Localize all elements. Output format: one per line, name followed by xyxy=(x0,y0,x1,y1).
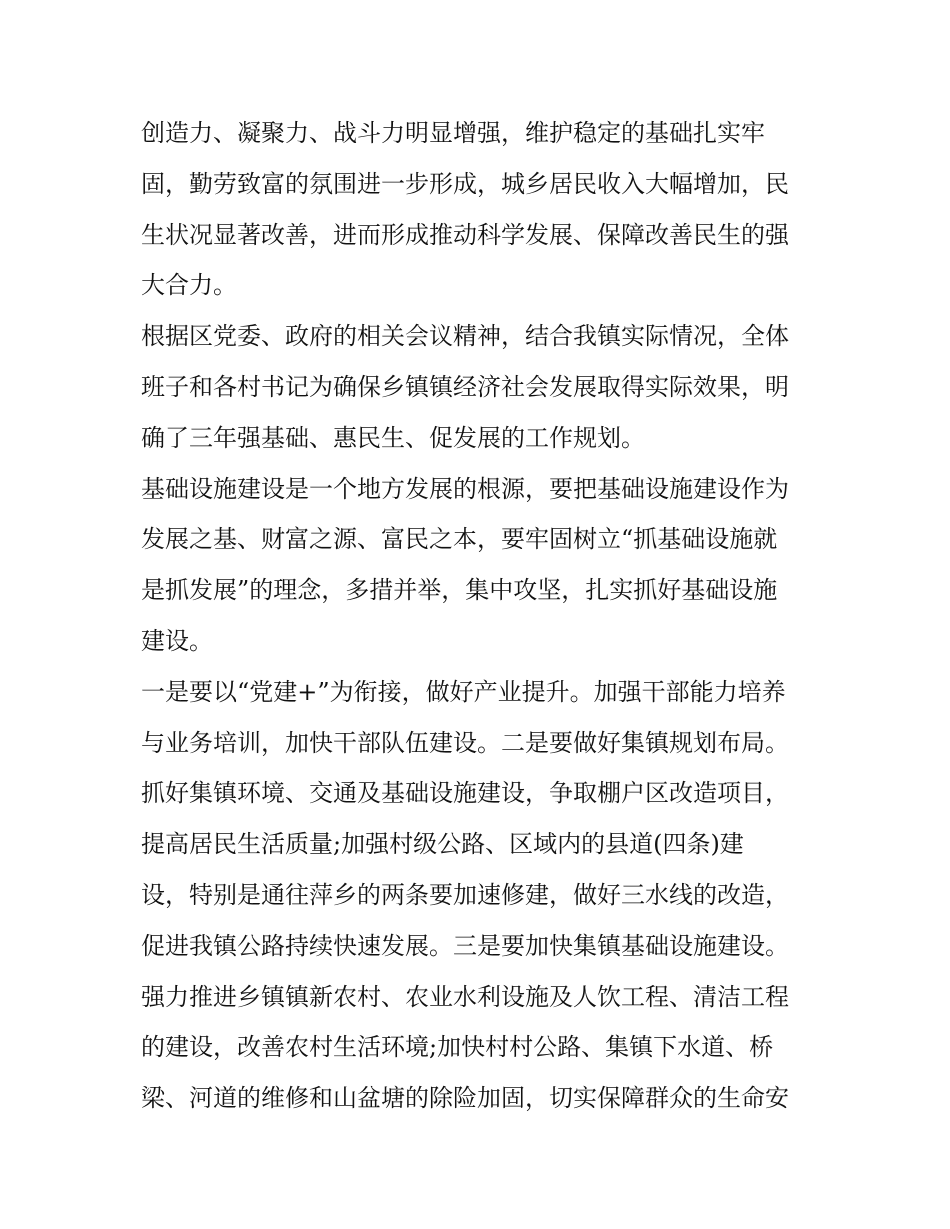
text-line-15: 提高居民生活质量;加强村级公路、区域内的县道(四条)建 xyxy=(141,830,744,859)
text-line-5: 根据区党委、政府的相关会议精神，结合我镇实际情况，全体 xyxy=(141,322,789,351)
text-line-20: 梁、河道的维修和山盆塘的除险加固，切实保障群众的生命安 xyxy=(141,1084,789,1113)
text-line-2: 固，勤劳致富的氛围进一步形成，城乡居民收入大幅增加，民 xyxy=(141,169,789,198)
text-line-6: 班子和各村书记为确保乡镇镇经济社会发展取得实际效果，明 xyxy=(141,372,789,401)
text-line-18: 强力推进乡镇镇新农村、农业水利设施及人饮工程、清洁工程 xyxy=(141,982,789,1011)
text-line-4: 大合力。 xyxy=(141,271,237,300)
text-line-11: 建设。 xyxy=(141,626,213,655)
text-line-13: 与业务培训，加快干部队伍建设。二是要做好集镇规划布局。 xyxy=(141,728,789,757)
text-line-14: 抓好集镇环境、交通及基础设施建设，争取棚户区改造项目， xyxy=(141,779,789,808)
text-line-1: 创造力、凝聚力、战斗力明显增强，维护稳定的基础扎实牢 xyxy=(141,119,765,147)
text-line-17: 促进我镇公路持续快速发展。三是要加快集镇基础设施建设。 xyxy=(141,931,789,960)
text-line-12: 一是要以“党建+”为衔接，做好产业提升。加强干部能力培养 xyxy=(141,677,786,706)
text-line-16: 设，特别是通往萍乡的两条要加速修建，做好三水线的改造， xyxy=(141,880,789,909)
text-line-3: 生状况显著改善，进而形成推动科学发展、保障改善民生的强 xyxy=(141,220,789,249)
text-line-7: 确了三年强基础、惠民生、促发展的工作规划。 xyxy=(141,423,645,452)
text-line-10: 是抓发展”的理念，多措并举，集中攻坚，扎实抓好基础设施 xyxy=(141,576,778,605)
text-line-19: 的建设，改善农村生活环境;加快村村公路、集镇下水道、桥 xyxy=(141,1033,774,1062)
text-line-8: 基础设施建设是一个地方发展的根源，要把基础设施建设作为 xyxy=(141,474,789,503)
text-line-9: 发展之基、财富之源、富民之本，要牢固树立“抓基础设施就 xyxy=(141,525,778,554)
document-body xyxy=(141,108,821,1124)
